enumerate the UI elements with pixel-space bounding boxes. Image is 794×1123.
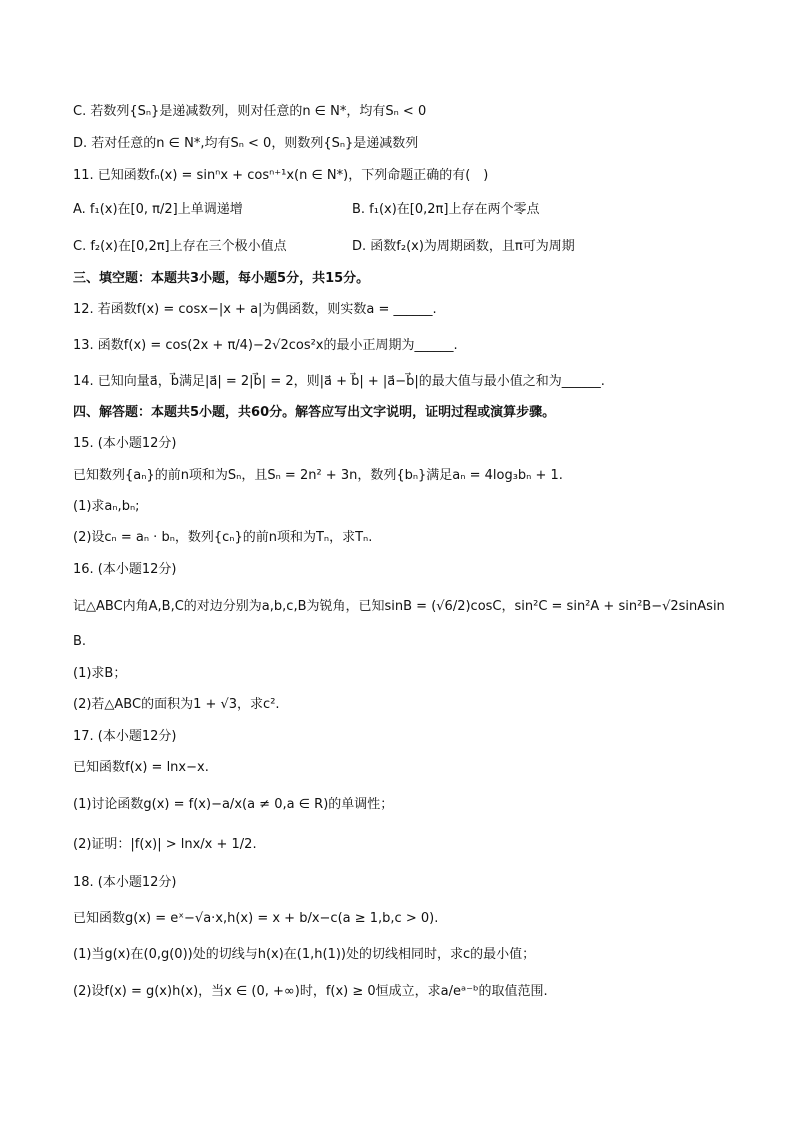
- q17-part2: (2)证明：|f(x)| > lnx/x + 1/2.: [73, 837, 257, 852]
- q15-heading: 15. (本小题12分): [73, 436, 177, 451]
- q16-part1: (1)求B；: [73, 666, 127, 681]
- q10-option-d: D. 若对任意的n ∈ N*,均有Sₙ < 0，则数列{Sₙ}是递减数列: [73, 136, 419, 151]
- q11-option-b: B. f₁(x)在[0,2π]上存在两个零点: [352, 202, 540, 217]
- q17-text: 已知函数f(x) = lnx−x.: [73, 760, 209, 775]
- q18-heading: 18. (本小题12分): [73, 875, 177, 890]
- q16-part2: (2)若△ABC的面积为1 + √3，求c².: [73, 697, 280, 712]
- q12: 12. 若函数f(x) = cosx−|x + a|为偶函数，则实数a = ______.: [73, 302, 437, 317]
- q13: 13. 函数f(x) = cos(2x + π/4)−2√2cos²x的最小正周期为______.: [73, 338, 458, 353]
- section-3-heading: 三、填空题：本题共3小题，每小题5分，共15分。: [73, 271, 370, 286]
- q11-stem: 11. 已知函数fₙ(x) = sinⁿx + cosⁿ⁺¹x(n ∈ N*)，下列命题正确的有( ): [73, 168, 489, 183]
- q17-heading: 17. (本小题12分): [73, 729, 177, 744]
- q18-part2: (2)设f(x) = g(x)h(x)，当x ∈ (0, +∞)时，f(x) ≥ 0恒成立，求a/eᵃ⁻ᵇ的取值范围.: [73, 984, 548, 999]
- q11-option-c: C. f₂(x)在[0,2π]上存在三个极小值点: [73, 239, 287, 254]
- q15-part2: (2)设cₙ = aₙ · bₙ，数列{cₙ}的前n项和为Tₙ，求Tₙ.: [73, 530, 373, 545]
- q11-option-d: D. 函数f₂(x)为周期函数，且π可为周期: [352, 239, 575, 254]
- q16-text-cont: B.: [73, 634, 87, 649]
- q10-option-c: C. 若数列{Sₙ}是递减数列，则对任意的n ∈ N*，均有Sₙ < 0: [73, 104, 427, 119]
- q16-heading: 16. (本小题12分): [73, 562, 177, 577]
- q16-text: 记△ABC内角A,B,C的对边分别为a,b,c,B为锐角，已知sinB = (√6/2)cosC，sin²C = sin²A + sin²B−√2sinAsin: [73, 599, 725, 614]
- q15-part1: (1)求aₙ,bₙ;: [73, 499, 140, 514]
- q18-part1: (1)当g(x)在(0,g(0))处的切线与h(x)在(1,h(1))处的切线相同时，求c的最小值；: [73, 947, 536, 962]
- q11-option-a: A. f₁(x)在[0, π/2]上单调递增: [73, 202, 243, 217]
- q15-text: 已知数列{aₙ}的前n项和为Sₙ，且Sₙ = 2n² + 3n，数列{bₙ}满足aₙ = 4log₃bₙ + 1.: [73, 468, 563, 483]
- q14: 14. 已知向量a⃗，b⃗满足|a⃗| = 2|b⃗| = 2，则|a⃗ + b⃗| + |a⃗−b⃗|的最大值与最小值之和为______.: [73, 374, 605, 389]
- q18-text: 已知函数g(x) = eˣ−√a·x,h(x) = x + b/x−c(a ≥ 1,b,c > 0).: [73, 911, 439, 926]
- section-4-heading: 四、解答题：本题共5小题，共60分。解答应写出文字说明，证明过程或演算步骤。: [73, 405, 556, 420]
- q17-part1: (1)讨论函数g(x) = f(x)−a/x(a ≠ 0,a ∈ R)的单调性；: [73, 797, 394, 812]
